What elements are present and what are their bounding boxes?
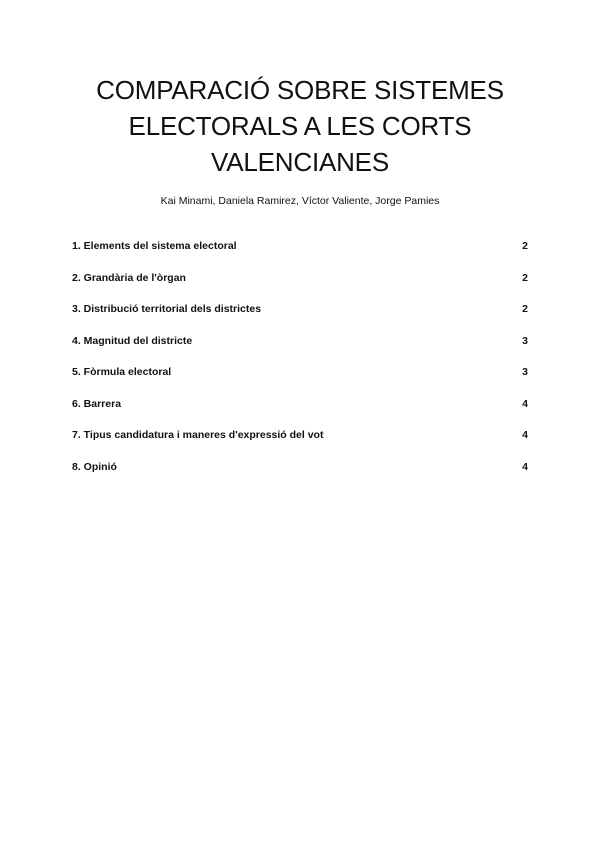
toc-entry-page: 2 — [522, 240, 528, 252]
toc-entry-label: 3. Distribució territorial dels districtes — [72, 303, 262, 315]
toc-entry[interactable] — [72, 335, 528, 367]
toc-entry-label: 6. Barrera — [72, 397, 122, 410]
toc-entry-label: 2. Grandària de l'òrgan — [72, 271, 186, 284]
toc-entry-label: 5. Fòrmula electoral — [72, 366, 172, 378]
toc-entry[interactable] — [72, 461, 528, 493]
toc-entry-page: 4 — [522, 429, 528, 441]
title-line: VALENCIANES — [211, 147, 389, 177]
toc-entry-page: 2 — [522, 271, 528, 284]
toc-entry-page: 4 — [522, 397, 528, 410]
authors-line: Kai Minami, Daniela Ramirez, Víctor Valiente, Jorge Pamies — [160, 195, 440, 207]
toc-entry-label: 8. Opinió — [72, 460, 117, 473]
toc-entry-label: 1. Elements del sistema electoral — [72, 240, 237, 252]
title-line: COMPARACIÓ SOBRE SISTEMES — [96, 75, 504, 105]
toc-entry-page: 4 — [522, 460, 528, 473]
toc-entry[interactable] — [72, 366, 528, 398]
toc-entry[interactable] — [72, 429, 528, 461]
toc-entry[interactable] — [72, 303, 528, 335]
toc-entry[interactable] — [72, 398, 528, 430]
toc-entry[interactable] — [72, 240, 528, 272]
toc-entry-page: 2 — [522, 303, 528, 315]
toc-entry[interactable] — [72, 272, 528, 304]
page-title — [40, 72, 560, 180]
toc-entry-label: 7. Tipus candidatura i maneres d'expressió del vot — [72, 429, 324, 441]
title-line: ELECTORALS A LES CORTS — [128, 111, 472, 141]
table-of-contents — [72, 240, 528, 492]
toc-entry-page: 3 — [522, 366, 528, 378]
toc-entry-label: 4. Magnitud del districte — [72, 334, 193, 347]
toc-entry-page: 3 — [522, 334, 528, 347]
